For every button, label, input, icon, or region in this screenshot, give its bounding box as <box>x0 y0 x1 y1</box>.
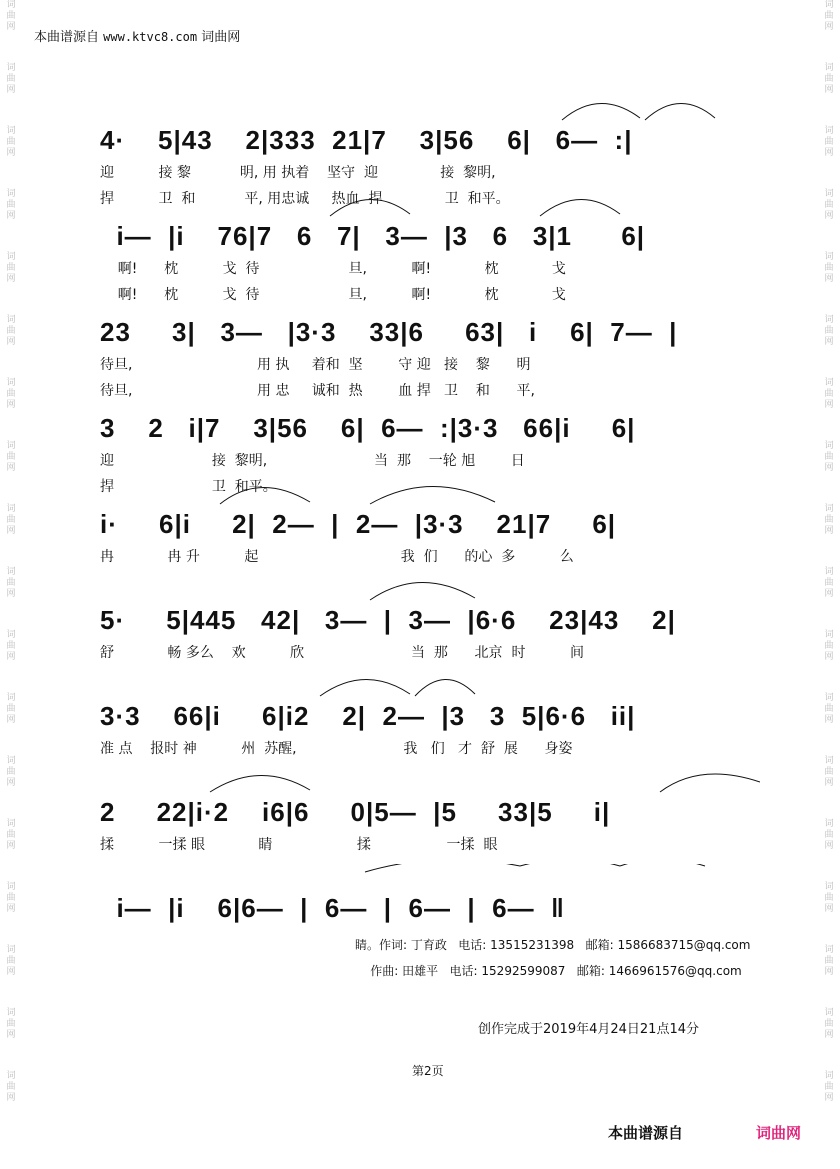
side-watermark: 词 曲 网 <box>6 252 16 284</box>
side-watermark: 词 曲 网 <box>824 441 834 473</box>
side-watermark: 词 曲 网 <box>824 693 834 725</box>
lyric-verse-1: 迎 接 黎明, 当 那 一轮 旭 日 <box>100 453 525 469</box>
side-watermark: 词 曲 网 <box>824 1071 834 1103</box>
side-watermark: 词 曲 网 <box>824 126 834 158</box>
side-watermark: 词 曲 网 <box>824 252 834 284</box>
side-watermark: 词 曲 网 <box>824 504 834 536</box>
side-watermark: 词 曲 网 <box>6 378 16 410</box>
lyric-verse-2: 捍 卫 和平。 <box>100 479 277 495</box>
lyric-verse-2: 捍 卫 和 平, 用忠诚 热血 捍 卫 和平。 <box>100 191 510 207</box>
side-watermark: 词 曲 网 <box>824 945 834 977</box>
side-watermark: 词 曲 网 <box>824 882 834 914</box>
lyric-verse-1: 待旦, 用 执 着和 坚 守 迎 接 黎 明 <box>100 357 531 373</box>
footer-source-label: 本曲谱源自 <box>608 1124 684 1142</box>
left-watermark-strip <box>2 0 20 1169</box>
header-source <box>34 26 240 45</box>
right-watermark-strip <box>820 0 838 1169</box>
header-source-label: 本曲谱源自 <box>34 30 100 45</box>
side-watermark: 词 曲 网 <box>6 504 16 536</box>
score-line-3 <box>100 314 760 399</box>
side-watermark: 词 曲 网 <box>824 630 834 662</box>
credit-composer: 作曲: 田雄平 电话: 15292599087 邮箱: 1466961576@qq.com <box>355 964 742 978</box>
side-watermark: 词 曲 网 <box>6 63 16 95</box>
side-watermark: 词 曲 网 <box>6 945 16 977</box>
notes: 2 22|i·2 i6|6 0|5— |5 33|5 i| <box>100 797 611 827</box>
side-watermark: 词 曲 网 <box>6 126 16 158</box>
side-watermark: 词 曲 网 <box>6 189 16 221</box>
side-watermark: 词 曲 网 <box>6 693 16 725</box>
side-watermark: 词 曲 网 <box>824 1008 834 1040</box>
side-watermark: 词 曲 网 <box>6 441 16 473</box>
lyric-verse-1: 啊! 枕 戈 待 旦, 啊! 枕 戈 <box>100 261 566 277</box>
side-watermark: 词 曲 网 <box>824 189 834 221</box>
page-number: 第2页 <box>412 1064 444 1078</box>
side-watermark: 词 曲 网 <box>6 567 16 599</box>
header-url[interactable]: www.ktvc8.com <box>103 30 198 44</box>
lyric-verse-1: 准 点 报时 神 州 苏醒, 我 们 才 舒 展 身姿 <box>100 741 573 757</box>
lyric-verse-1: 迎 接 黎 明, 用 执着 坚守 迎 接 黎明, <box>100 165 496 181</box>
notes: 3 2 i|7 3|56 6| 6— :|3·3 66|i 6| <box>100 413 636 443</box>
side-watermark: 词 曲 网 <box>824 63 834 95</box>
completion-date: 创作完成于2019年4月24日21点14分 <box>478 1022 699 1037</box>
lyric-verse-1: 冉 冉 升 起 我 们 的心 多 么 <box>100 549 574 565</box>
side-watermark: 词 曲 网 <box>824 756 834 788</box>
notes: i— |i 6|6— | 6— | 6— | 6— ‖ <box>100 893 565 923</box>
side-watermark: 词 曲 网 <box>6 630 16 662</box>
side-watermark: 词 曲 网 <box>824 819 834 851</box>
side-watermark: 词 曲 网 <box>6 756 16 788</box>
header-site: 词曲网 <box>201 30 241 45</box>
side-watermark: 词 曲 网 <box>824 315 834 347</box>
side-watermark: 词 曲 网 <box>824 0 834 32</box>
footer-site-link[interactable]: 词曲网 <box>756 1124 802 1142</box>
notes: i· 6|i 2| 2— | 2— |3·3 21|7 6| <box>100 509 617 539</box>
side-watermark: 词 曲 网 <box>6 0 16 32</box>
side-watermark: 词 曲 网 <box>6 882 16 914</box>
side-watermark: 词 曲 网 <box>6 819 16 851</box>
lyric-verse-2: 啊! 枕 戈 待 旦, 啊! 枕 戈 <box>100 287 566 303</box>
lyric-verse-1: 揉 一揉 眼 睛 揉 一揉 眼 <box>100 837 498 853</box>
side-watermark: 词 曲 网 <box>6 315 16 347</box>
lyric-verse-2: 待旦, 用 忠 诚和 热 血 捍 卫 和 平, <box>100 383 536 399</box>
side-watermark: 词 曲 网 <box>6 1071 16 1103</box>
notes: 23 3| 3— |3·3 33|6 63| i 6| 7— | <box>100 317 678 347</box>
notes: 5· 5|445 42| 3— | 3— |6·6 23|43 2| <box>100 605 676 635</box>
side-watermark: 词 曲 网 <box>824 567 834 599</box>
credit-lyricist: 睛。作词: 丁育政 电话: 13515231398 邮箱: 1586683715@qq.com <box>355 938 751 952</box>
notes: i— |i 76|7 6 7| 3— |3 6 3|1 6| <box>100 221 646 251</box>
lyric-verse-1: 舒 畅 多么 欢 欣 当 那 北京 时 间 <box>100 645 584 661</box>
notes: 3·3 66|i 6|i2 2| 2— |3 3 5|6·6 ii| <box>100 701 636 731</box>
notes: 4· 5|43 2|333 21|7 3|56 6| 6— :| <box>100 125 633 155</box>
side-watermark: 词 曲 网 <box>6 1008 16 1040</box>
side-watermark: 词 曲 网 <box>824 378 834 410</box>
